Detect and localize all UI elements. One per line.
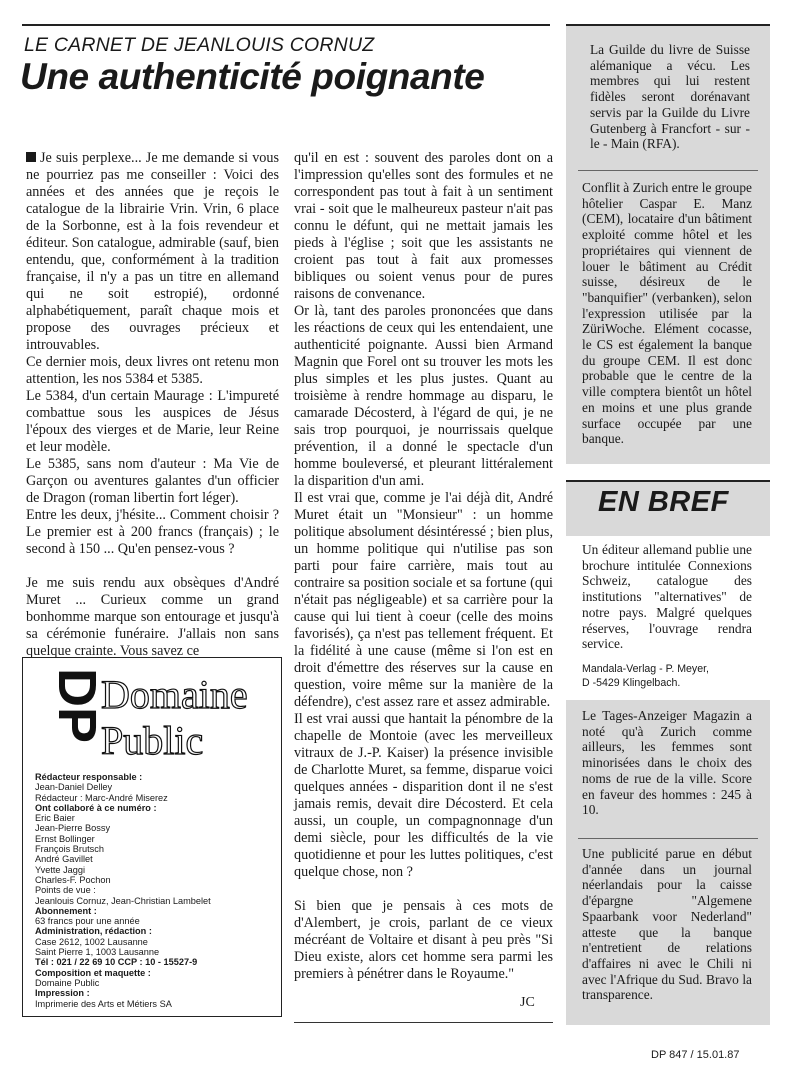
column-kicker: LE CARNET DE JEANLOUIS CORNUZ (24, 34, 375, 56)
article-paragraph: Le 5384, d'un certain Maurage : L'impureté combattue sous les auspices de Jésus l'époux des vierges et de Marie, leur Reine et leur modèle. (26, 388, 279, 455)
article-paragraph: qu'il en est : souvent des paroles dont on a l'impression qu'elles sont des formules et ne correspondent pas tout à fait à un sentiment vrai - soit que le malheureux pasteur n'ait pas connu le défunt, qui ne mettait jamais les pieds à l'église ; soit que les assistants ne croient pas tout à fait aux promesses bibliques ou soient venus pour de pures raisons de convenance. (294, 150, 553, 302)
top-rule (22, 24, 550, 26)
logo-word-domaine: Domaine (101, 672, 248, 717)
article-paragraph: Il est vrai que, comme je l'ai déjà dit, André Muret était un "Monsieur" : un homme politique absolument désintéressé ; bien plus, un homme politique qui n'utilise pas son parti pour faire carrière, mais tout au contraire sa position sociale et sa fortune (qui n'était pas négligeable) et sa carrière pour la cause qui lui tient à coeur (celle des moins favorisés), ça n'est pas tellement fréquent. Et la fidélité à une cause (même si l'on est en droit d'émettre des réserves sur la cause en question, voire même sur la manière de la défendre), c'est assez rare et assez admirable. (294, 490, 553, 710)
news-item-guilde: La Guilde du livre de Suisse alémanique a vécu. Les membres qui lui restent fidèles seront dorénavant servis par la Guilde du Livre Gutenberg à Francfort - sur - le - Main (RFA). (590, 42, 750, 152)
article-paragraph: Je me suis rendu aux obsèques d'André Muret ... Curieux comme un grand bonhomme marque son entourage et jusqu'à sa cérémonie funéraire. J'allais non sans quelque crainte. Vous savez ce (26, 575, 279, 659)
impressum-line: Administration, rédaction : (35, 926, 152, 937)
en-bref-title: EN BREF (598, 486, 729, 518)
news-item-zurich-conflict: Conflit à Zurich entre le groupe hôtelier Caspar E. Manz (CEM), locataire d'un bâtiment exploité comme hôtel et les propriétaires qui viennent de louer le bâtiment au Crédit suisse, désireux de le "banquifier" (verbanken), selon l'expression utilisée par la ZüriWoche. Elément cocasse, le CS est également la banque du groupe CEM. Il est donc probable que le centre de la ville comptera bientôt un hôtel en moins et une plus grande surface occupée par une banque. (582, 180, 752, 447)
impressum-line: Rédacteur responsable : (35, 772, 143, 782)
impressum-line: Tél : 021 / 22 69 10 CCP : 10 - 15527-9 (35, 957, 198, 968)
article-paragraph: Ce dernier mois, deux livres ont retenu mon attention, les nos 5384 et 5385. (26, 354, 279, 387)
impressum-line: Composition et maquette : (35, 967, 151, 978)
impressum-line: François Brutsch (35, 844, 104, 855)
issue-footer: DP 847 / 15.01.87 (651, 1049, 740, 1061)
impressum-line: 63 francs pour une année (35, 916, 140, 927)
article-column-2 (294, 150, 553, 983)
article-paragraph: Je suis perplexe... Je me demande si vous ne pourriez pas me conseiller : Voici des années et des années que je reçois le catalogue de la librairie Vrin. Vrin, 6 place de la Sorbonne, est à la fois revendeur et éditeur. Son catalogue, admirable (sauf, bien entendu, que, conformément à la tradition française, il n'y a pas un titre en allemand qui ne soit estropié), ordonné alphabétiquement, paraît chaque mois et propose des ouvrages précieux et introuvables. (26, 150, 279, 353)
impressum-line: Case 2612, 1002 Lausanne (35, 936, 148, 947)
article-headline: Une authenticité poignante (20, 56, 485, 97)
logo-letters: DP (47, 668, 107, 744)
sidebar-divider (578, 838, 758, 839)
impressum-line: Impression : (35, 988, 90, 999)
impressum-line: Charles-F. Pochon (35, 874, 111, 885)
sidebar-divider (578, 170, 758, 171)
domaine-public-logo (35, 668, 270, 760)
impressum-line: Jeanlouis Cornuz, Jean-Christian Lambelet (35, 895, 211, 906)
impressum-line: Points de vue : (35, 885, 96, 896)
column-bottom-rule (294, 1022, 553, 1023)
article-paragraph: Il est vrai aussi que hantait la pénombre de la chapelle de Montoie (avec les merveilleux vitraux de J.-P. Kaiser) la présence invisible de Charlotte Muret, sa femme, disparue voici quelques années - disparition dont il ne s'est jamais remis, devait dire Décosterd. Et cela aussi, un couple, un compagnonnage d'un demi siècle, pour les difficultés de la vie quotidienne et pour les luttes politiques, c'est quelque chose, non ? (294, 711, 553, 880)
impressum-line: Imprimerie des Arts et Métiers SA (35, 998, 172, 1009)
bref-item-tages-anzeiger: Le Tages-Anzeiger Magazin a noté qu'à Zurich comme ailleurs, les femmes sont minorisées dans le choix des noms de rue de la ville. Score en faveur des hommes : 245 à 10. (582, 708, 752, 818)
impressum-line: Abonnement : (35, 905, 97, 916)
impressum-line: Rédacteur : Marc-André Miserez (35, 792, 168, 803)
bref-publisher-address (582, 662, 752, 690)
impressum-line: Eric Baier (35, 813, 75, 824)
masthead-box (22, 657, 282, 1017)
article-column-1 (26, 150, 279, 660)
impressum-line: Jean-Pierre Bossy (35, 823, 111, 834)
impressum-line: Jean-Daniel Delley (35, 782, 113, 793)
article-paragraph: Si bien que je pensais à ces mots de d'Alembert, je crois, parlant de ce vieux mécréant de Voltaire et disant à peu près "Si Dieu existe, alors cet homme sera parmi les premiers à pénétrer dans le Royaume." (294, 898, 553, 982)
impressum (35, 772, 275, 1009)
article-paragraph: Or là, tant des paroles prononcées que dans les réactions de ceux qui les entendaient, une authenticité poignante. Aussi bien Armand Magnin que Forel ont su trouver les mots les plus simples et les plus justes. Quant au troisième à rendre hommage au disparu, le camarade Décosterd, à l'égard de qui, je ne sais trop pourquoi, je nourrissais quelque prévention, il a donné le spectacle d'un homme bouleversé, et pleurant littéralement la disparition d'un ami. (294, 303, 553, 489)
impressum-line: André Gavillet (35, 854, 93, 865)
impressum-line: Yvette Jaggi (35, 864, 86, 875)
article-paragraph: Le 5385, sans nom d'auteur : Ma Vie de Garçon ou aventures galantes d'un officier de Dragon (roman libertin fort léger). (26, 456, 279, 506)
impressum-line: Domaine Public (35, 977, 100, 988)
impressum-line: Saint Pierre 1, 1003 Lausanne (35, 947, 160, 958)
logo-word-public: Public (101, 718, 204, 760)
bref-item-publicite: Une publicité parue en début d'année dans un journal néerlandais pour la caisse d'épargne "Algemene Spaarbank voor Nederland" atteste que la banque n'entretient de relations d'affaires ni avec le Chili ni avec l'Afrique du Sud. Bravo la transparence. (582, 846, 752, 1003)
bref-item-connexions: Un éditeur allemand publie une brochure intitulée Connexions Schweiz, catalogue des institutions "alternatives" de notre pays. Malgré quelques réserves, l'ouvrage rendra service. (582, 542, 752, 652)
impressum-line: Ernst Bollinger (35, 833, 95, 844)
address-line: D -5429 Klingelbach. (582, 677, 681, 689)
article-paragraph: Entre les deux, j'hésite... Comment choisir ? Le premier est à 200 francs (français) ; le second à 150 ... Qu'en pensez-vous ? (26, 507, 279, 557)
impressum-line: Ont collaboré à ce numéro : (35, 802, 157, 813)
bullet-square-icon (26, 152, 36, 162)
address-line: Mandala-Verlag - P. Meyer, (582, 663, 709, 675)
author-signature: JC (520, 995, 535, 1010)
